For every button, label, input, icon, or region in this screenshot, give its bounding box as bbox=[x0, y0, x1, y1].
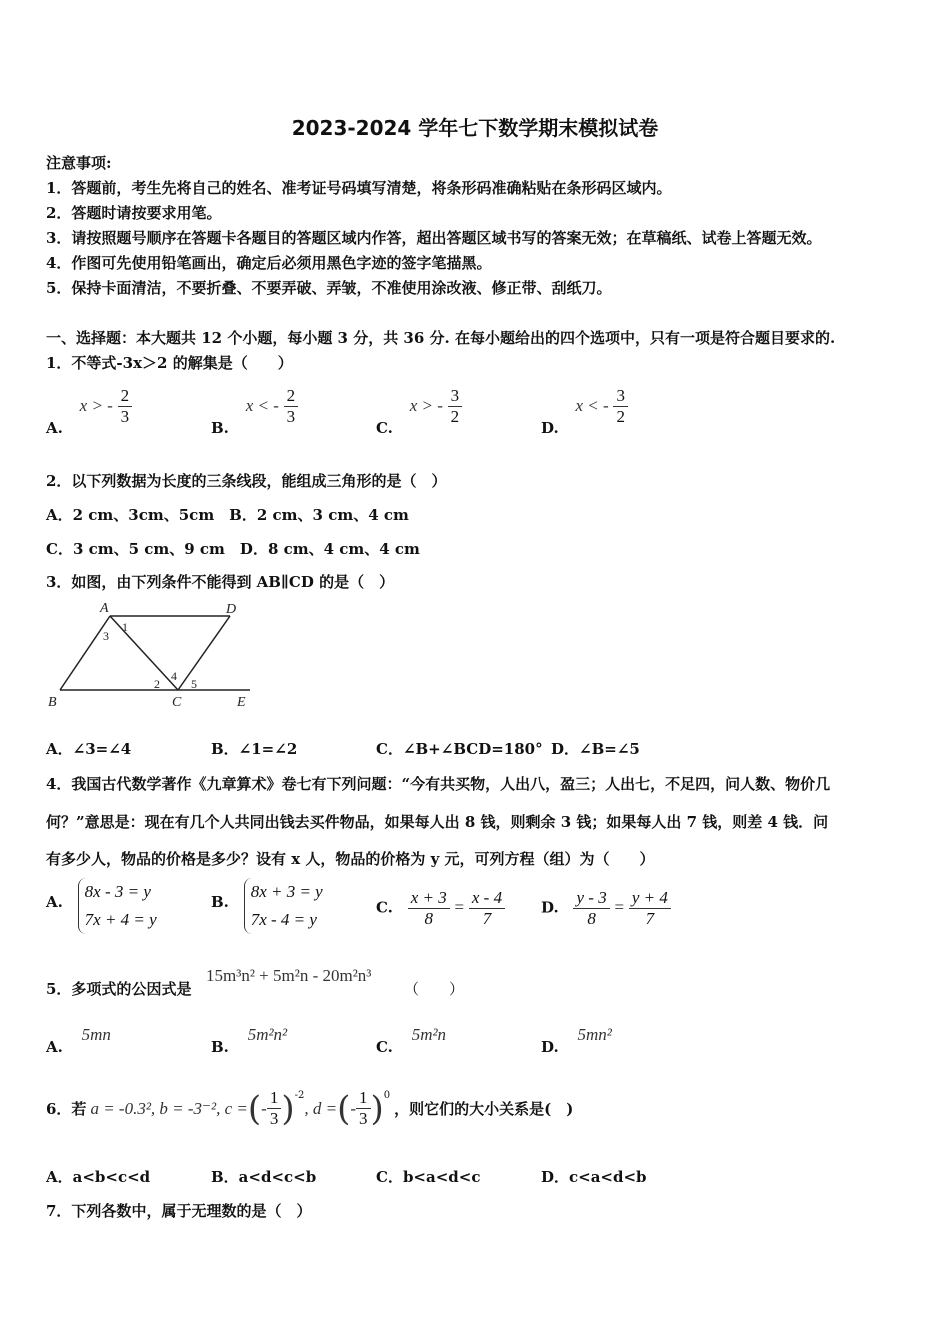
q6-option-d[interactable]: D．c<a<d<b bbox=[541, 1168, 647, 1186]
notice-item: 5．保持卡面清洁，不要折叠、不要弄破、弄皱，不准使用涂改液、修正带、刮纸刀。 bbox=[46, 279, 612, 297]
q6-option-a[interactable]: A．a<b<c<d bbox=[46, 1168, 151, 1186]
angle-label-1: 1 bbox=[122, 620, 128, 634]
point-label-b: B bbox=[48, 695, 57, 710]
point-label-a: A bbox=[100, 601, 109, 616]
q5-option-b[interactable]: B. 5m²n² bbox=[211, 1025, 288, 1056]
question-1-stem: 1．不等式-3x＞2 的解集是（ ） bbox=[46, 354, 293, 372]
point-label-c: C bbox=[172, 695, 182, 710]
q5-answer-paren: （ ） bbox=[404, 980, 465, 998]
q6-option-b[interactable]: B．a<d<c<b bbox=[211, 1168, 317, 1186]
angle-label-3: 3 bbox=[103, 629, 109, 643]
q2-options-row-1[interactable]: A．2 cm、3cm、5cm B．2 cm、3 cm、4 cm bbox=[46, 506, 409, 524]
point-label-e: E bbox=[237, 695, 246, 710]
question-2-stem: 2．以下列数据为长度的三条线段，能组成三角形的是（ ） bbox=[46, 472, 447, 490]
angle-label-5: 5 bbox=[191, 677, 197, 691]
q5-option-c[interactable]: C. 5m²n bbox=[376, 1025, 447, 1056]
q3-option-c[interactable]: C．∠B+∠BCD=180° bbox=[376, 740, 543, 758]
q4-option-d[interactable]: D. $\frac{y - 3}{8}$ = $\frac{y + 4}{7}$ bbox=[541, 888, 671, 929]
question-4-line: 何？”意思是：现在有几个人共同出钱去买件物品，如果每人出 8 钱，则剩余 3 钱；如果每人出 7 钱，则差 4 钱．问 bbox=[46, 813, 829, 831]
q1-option-c[interactable]: C. x > - $\frac{3}{2}$ bbox=[376, 386, 462, 427]
question-4-line: 有多少人，物品的价格是多少？设有 x 人，物品的价格为 y 元，可列方程（组）为（ ） bbox=[46, 850, 655, 868]
notice-item: 2．答题时请按要求用笔。 bbox=[46, 204, 222, 222]
q3-option-b[interactable]: B．∠1=∠2 bbox=[211, 740, 298, 758]
angle-label-4: 4 bbox=[171, 669, 177, 683]
geometry-figure bbox=[40, 598, 260, 713]
question-4-line: 4．我国古代数学著作《九章算术》卷七有下列问题：“今有共买物，人出八，盈三；人出七，不足四，问人数、物价几 bbox=[46, 775, 831, 793]
q4-option-a[interactable]: A. 8x - 3 = y 7x + 4 = y bbox=[46, 878, 157, 934]
point-label-d: D bbox=[226, 602, 237, 617]
question-6-stem: 6．若 a = -0.3², b = -3⁻², c = ( - $\frac{1}{3}$ ) $^{-2}$ , d = ( - $\frac{1}{3}$ ) $^0$ ，则它们的大小关系是( ) bbox=[46, 1088, 574, 1129]
q2-options-row-2[interactable]: C．3 cm、5 cm、9 cm D．8 cm、4 cm、4 cm bbox=[46, 540, 420, 558]
q3-option-a[interactable]: A．∠3=∠4 bbox=[46, 740, 132, 758]
notice-heading: 注意事项: bbox=[46, 154, 112, 172]
q4-option-b[interactable]: B. 8x + 3 = y 7x - 4 = y bbox=[211, 878, 323, 934]
q6-option-c[interactable]: C．b<a<d<c bbox=[376, 1168, 481, 1186]
q1-option-d[interactable]: D. x < - $\frac{3}{2}$ bbox=[541, 386, 628, 427]
q1-option-b[interactable]: B. x < - $\frac{2}{3}$ bbox=[211, 386, 298, 427]
q5-expression: 15m³n² + 5m²n - 20m²n³ bbox=[206, 966, 372, 985]
question-5-stem: 5．多项式的公因式是 bbox=[46, 980, 192, 998]
notice-item: 3．请按照题号顺序在答题卡各题目的答题区域内作答，超出答题区域书写的答案无效；在草稿纸、试卷上答题无效。 bbox=[46, 229, 822, 247]
question-7-stem: 7．下列各数中，属于无理数的是（ ） bbox=[46, 1202, 312, 1220]
section-heading: 一、选择题：本大题共 12 个小题，每小题 3 分，共 36 分. 在每小题给出的四个选项中，只有一项是符合题目要求的. bbox=[46, 329, 836, 347]
q4-option-c[interactable]: C. $\frac{x + 3}{8}$ = $\frac{x - 4}{7}$ bbox=[376, 888, 505, 929]
q3-option-d[interactable]: D．∠B=∠5 bbox=[551, 740, 640, 758]
notice-item: 1．答题前，考生先将自己的姓名、准考证号码填写清楚，将条形码准确粘贴在条形码区域内。 bbox=[46, 179, 672, 197]
angle-label-2: 2 bbox=[154, 677, 160, 691]
q5-option-a[interactable]: A. 5mn bbox=[46, 1025, 111, 1056]
page-title: 2023-2024 学年七下数学期末模拟试卷 bbox=[291, 116, 659, 140]
q1-option-a[interactable]: A. x > - $\frac{2}{3}$ bbox=[46, 386, 132, 427]
notice-item: 4．作图可先使用铅笔画出，确定后必须用黑色字迹的签字笔描黑。 bbox=[46, 254, 492, 272]
question-3-stem: 3．如图，由下列条件不能得到 AB∥CD 的是（ ） bbox=[46, 573, 395, 591]
q5-option-d[interactable]: D. 5mn² bbox=[541, 1025, 612, 1056]
